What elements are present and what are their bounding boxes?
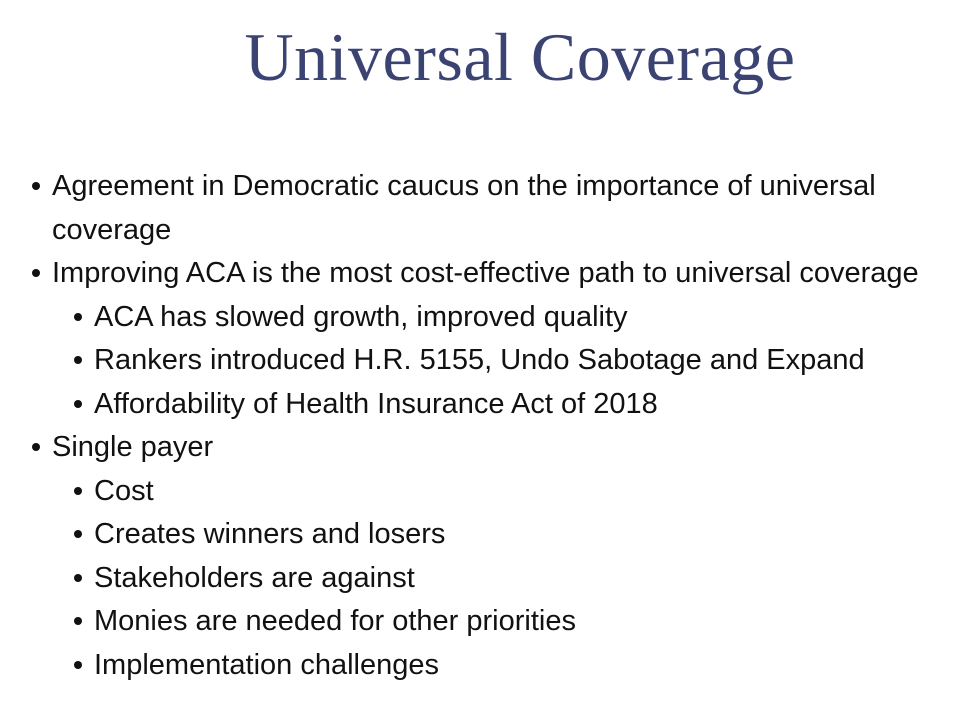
bullet-dot-icon (74, 574, 82, 582)
bullet-item (28, 165, 973, 252)
sub-bullet-item (28, 644, 973, 688)
bullet-text: Monies are needed for other priorities (94, 605, 576, 637)
bullet-text: Single payer (52, 431, 214, 463)
bullet-text: Stakeholders are against (94, 561, 415, 594)
sub-bullet-item (28, 513, 973, 557)
bullet-item (28, 252, 973, 296)
bullet-text: Agreement in Democratic caucus on the importance of universal coverage (52, 170, 876, 246)
sub-bullet-item (28, 339, 973, 383)
slide-title: Universal Coverage (244, 19, 796, 95)
bullet-text: Implementation challenges (94, 648, 439, 681)
bullet-dot-icon (74, 530, 82, 538)
bullet-text: Affordability of Health Insurance Act of 2018 (94, 387, 658, 420)
bullet-dot-icon (74, 313, 82, 321)
sub-bullet-item (28, 557, 973, 601)
bullet-text: Cost (94, 474, 154, 507)
bullet-item (28, 426, 973, 470)
bullet-text: Improving ACA is the most cost-effective path to universal coverage (52, 257, 919, 289)
sub-bullet-item (28, 470, 973, 514)
sub-bullet-item (28, 600, 973, 644)
sub-bullet-item (28, 383, 973, 427)
bullet-list (28, 165, 973, 687)
bullet-dot-icon (32, 182, 40, 190)
bullet-text: Creates winners and losers (94, 518, 446, 550)
bullet-dot-icon (74, 661, 82, 669)
bullet-dot-icon (32, 269, 40, 277)
bullet-dot-icon (74, 356, 82, 364)
bullet-text: ACA has slowed growth, improved quality (94, 300, 628, 333)
bullet-text: Rankers introduced H.R. 5155, Undo Sabotage and Expand (94, 344, 865, 376)
bullet-dot-icon (74, 617, 82, 625)
bullet-dot-icon (74, 400, 82, 408)
bullet-dot-icon (32, 443, 40, 451)
sub-bullet-item (28, 296, 973, 340)
bullet-dot-icon (74, 487, 82, 495)
